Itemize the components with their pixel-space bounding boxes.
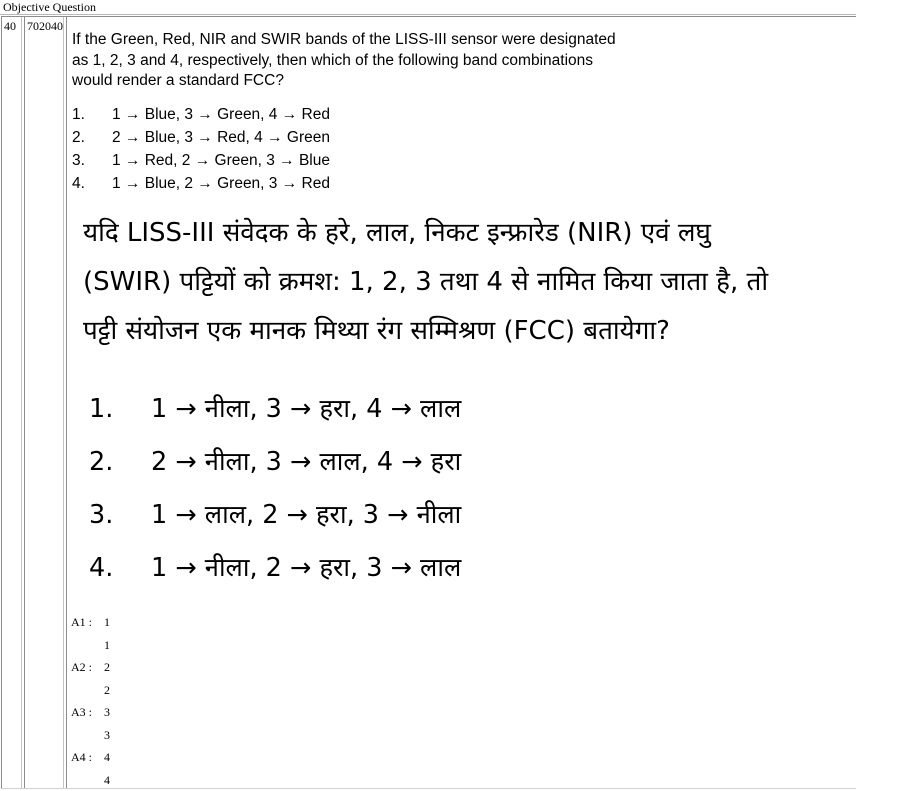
answer-row <box>71 634 131 657</box>
question-line: पट्टी संयोजन एक मानक मिथ्या रंग सम्मिश्रण (FCC) बतायेगा? <box>83 316 670 346</box>
answer-row <box>71 701 131 724</box>
answer-value: 4 <box>104 750 110 764</box>
answer-value: 4 <box>104 772 110 787</box>
question-text-hindi <box>83 209 856 356</box>
option-text: 1 → Red, 2 → Green, 3 → Blue <box>112 152 330 169</box>
answer-row <box>71 679 131 702</box>
answer-item <box>71 656 131 701</box>
answer-label: A3 : <box>71 705 92 719</box>
question-line: If the Green, Red, NIR and SWIR bands of the LISS-III sensor were designated <box>72 31 616 48</box>
page-title: Objective Question <box>3 0 96 14</box>
answer-value: 1 <box>104 615 110 629</box>
answer-key <box>71 611 131 788</box>
answer-label: A4 : <box>71 750 92 764</box>
option-text: 1 → Blue, 3 → Green, 4 → Red <box>112 106 330 123</box>
question-id-cell <box>24 17 64 788</box>
answer-row <box>71 611 131 634</box>
question-text-english <box>72 30 672 92</box>
answer-label: A2 : <box>71 660 92 674</box>
option-number: 2. <box>72 129 85 146</box>
option-item <box>72 103 330 126</box>
option-number: 3. <box>72 152 85 169</box>
question-line: (SWIR) पट्टियों को क्रमश: 1, 2, 3 तथा 4 से नामित किया जाता है, तो <box>83 267 769 297</box>
answer-value: 1 <box>104 637 110 652</box>
answer-item <box>71 611 131 656</box>
option-item <box>89 383 461 436</box>
option-item <box>89 436 461 489</box>
question-line: would render a standard FCC? <box>72 72 284 89</box>
option-item <box>72 126 330 149</box>
answer-item <box>71 701 131 746</box>
option-text: 1 → नीला, 2 → हरा, 3 → लाल <box>151 553 462 583</box>
question-number-cell <box>1 17 22 788</box>
option-item <box>89 489 461 542</box>
answer-value: 2 <box>104 682 110 697</box>
option-number: 1. <box>89 394 114 424</box>
option-number: 1. <box>72 106 85 123</box>
question-line: as 1, 2, 3 and 4, respectively, then which of the following band combinations <box>72 51 593 69</box>
question-number: 40 <box>4 19 16 33</box>
answer-item <box>71 746 131 788</box>
option-number: 4. <box>89 553 114 583</box>
option-number: 2. <box>89 447 114 477</box>
option-item <box>72 149 330 172</box>
question-content <box>67 17 856 788</box>
answer-row <box>71 724 131 747</box>
answer-value: 3 <box>104 705 110 719</box>
options-english <box>72 103 330 195</box>
answer-row <box>71 769 131 789</box>
answer-label: A1 : <box>71 615 92 629</box>
answer-value: 2 <box>104 660 110 674</box>
question-id: 702040 <box>27 19 63 33</box>
answer-value: 3 <box>104 727 110 742</box>
question-line: यदि LISS-III संवेदक के हरे, लाल, निकट इन्फ्रारेड (NIR) एवं लघु <box>83 218 711 248</box>
option-text: 1 → लाल, 2 → हरा, 3 → नीला <box>151 500 462 530</box>
option-text: 2 → Blue, 3 → Red, 4 → Green <box>112 129 330 146</box>
option-text: 1 → Blue, 2 → Green, 3 → Red <box>112 175 330 192</box>
option-number: 4. <box>72 175 85 192</box>
option-item <box>89 542 461 595</box>
header-divider <box>0 14 856 15</box>
option-item <box>72 172 330 195</box>
option-text: 2 → नीला, 3 → लाल, 4 → हरा <box>151 447 462 477</box>
options-hindi <box>89 383 461 595</box>
option-number: 3. <box>89 500 114 530</box>
option-text: 1 → नीला, 3 → हरा, 4 → लाल <box>151 394 462 424</box>
answer-row <box>71 746 131 769</box>
answer-row <box>71 656 131 679</box>
